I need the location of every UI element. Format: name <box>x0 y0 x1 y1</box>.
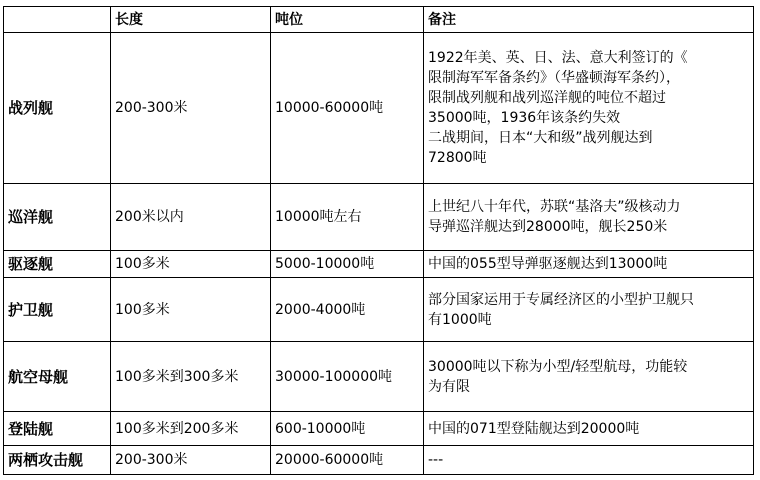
length-cell: 100多米 <box>111 278 271 342</box>
header-row <box>4 7 754 33</box>
tonnage-cell: 600-10000吨 <box>271 412 424 446</box>
table-row <box>4 278 754 342</box>
note-line: 有1000吨 <box>428 311 492 328</box>
notes-cell <box>424 446 754 475</box>
notes-cell <box>424 251 754 278</box>
ship-type-cell: 战列舰 <box>4 33 111 184</box>
note-line: 限制海军军备条约》（华盛顿海军条约）， <box>428 70 680 86</box>
length-cell: 200-300米 <box>111 33 271 184</box>
note-line: --- <box>428 452 444 468</box>
note-line: 为有限 <box>428 378 470 395</box>
note-line: 1922年美、英、日、法、意大利签订的《 <box>428 50 688 66</box>
notes-cell <box>424 412 754 446</box>
note-line: 上世纪八十年代，苏联“基洛夫”级核动力 <box>428 199 681 215</box>
header-tonnage: 吨位 <box>271 7 424 33</box>
table-row <box>4 342 754 412</box>
length-cell: 100多米到200多米 <box>111 412 271 446</box>
ship-type-cell: 航空母舰 <box>4 342 111 412</box>
tonnage-cell: 10000吨左右 <box>271 184 424 251</box>
ship-type-cell: 两栖攻击舰 <box>4 446 111 475</box>
note-line: 中国的055型导弹驱逐舰达到13000吨 <box>428 256 668 272</box>
header-notes: 备注 <box>424 7 754 33</box>
note-line: 限制战列舰和战列巡洋舰的吨位不超过 <box>428 90 666 106</box>
ship-type-cell: 驱逐舰 <box>4 251 111 278</box>
table-row <box>4 412 754 446</box>
note-line: 30000吨以下称为小型/轻型航母，功能较 <box>428 358 688 375</box>
note-line: 72800吨 <box>428 150 487 166</box>
length-cell: 100多米 <box>111 251 271 278</box>
notes-cell <box>424 33 754 184</box>
header-length: 长度 <box>111 7 271 33</box>
length-cell: 200-300米 <box>111 446 271 475</box>
table-row <box>4 251 754 278</box>
table-row <box>4 184 754 251</box>
notes-cell <box>424 278 754 342</box>
note-line: 二战期间，日本“大和级”战列舰达到 <box>428 130 653 146</box>
note-line: 中国的071型登陆舰达到20000吨 <box>428 420 640 437</box>
note-line: 35000吨，1936年该条约失效 <box>428 110 621 126</box>
tonnage-cell: 2000-4000吨 <box>271 278 424 342</box>
warship-comparison-table <box>3 6 754 475</box>
length-cell: 100多米到300多米 <box>111 342 271 412</box>
table-row <box>4 33 754 184</box>
ship-type-cell: 护卫舰 <box>4 278 111 342</box>
note-line: 导弹巡洋舰达到28000吨，舰长250米 <box>428 219 668 235</box>
notes-cell <box>424 342 754 412</box>
ship-type-cell: 巡洋舰 <box>4 184 111 251</box>
ship-type-cell: 登陆舰 <box>4 412 111 446</box>
header-type <box>4 7 111 33</box>
tonnage-cell: 30000-100000吨 <box>271 342 424 412</box>
note-line: 部分国家运用于专属经济区的小型护卫舰只 <box>428 291 694 308</box>
tonnage-cell: 5000-10000吨 <box>271 251 424 278</box>
length-cell: 200米以内 <box>111 184 271 251</box>
notes-cell <box>424 184 754 251</box>
tonnage-cell: 20000-60000吨 <box>271 446 424 475</box>
tonnage-cell: 10000-60000吨 <box>271 33 424 184</box>
table-row <box>4 446 754 475</box>
